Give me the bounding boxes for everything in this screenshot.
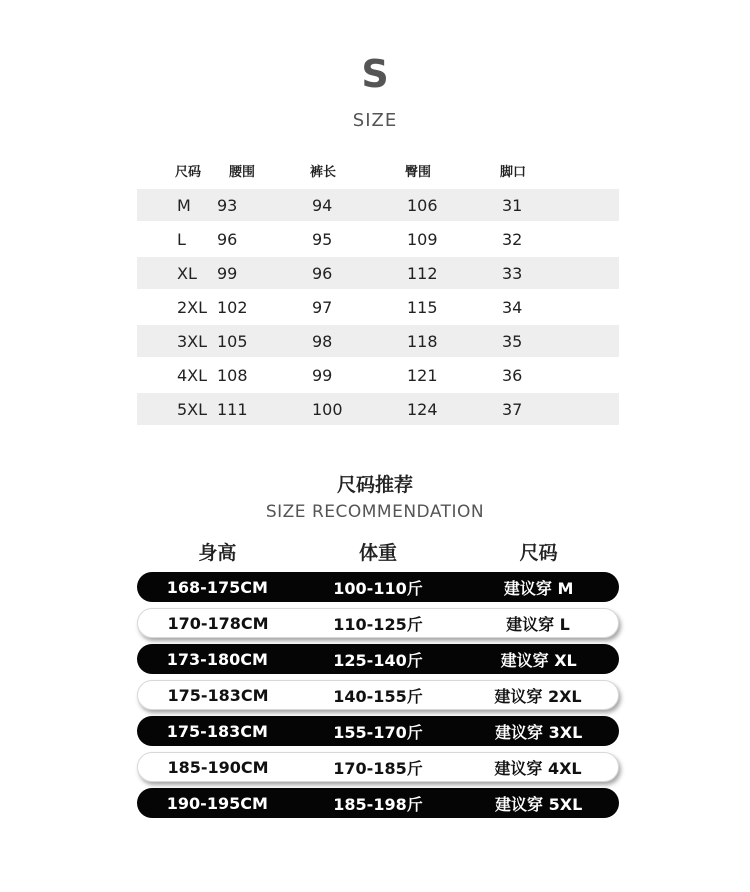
- recommendation-row: [137, 788, 619, 818]
- table-cell: XL: [177, 263, 197, 283]
- table-cell: 4XL: [177, 365, 208, 385]
- size-table-header: [137, 155, 619, 185]
- table-cell: 94: [312, 195, 333, 215]
- table-cell: 108: [217, 365, 248, 385]
- weight-range: 100-110斤: [333, 578, 423, 598]
- table-cell: 99: [217, 263, 238, 283]
- height-range: 168-175CM: [166, 577, 268, 597]
- table-cell: 96: [312, 263, 333, 283]
- height-range: 173-180CM: [166, 649, 268, 669]
- table-cell: 118: [407, 331, 438, 351]
- table-row: [137, 189, 619, 221]
- table-cell: 2XL: [177, 297, 208, 317]
- table-cell: 36: [502, 365, 523, 385]
- recommendation-row: [137, 752, 619, 782]
- table-cell: 100: [312, 399, 343, 419]
- table-cell: 112: [407, 263, 438, 283]
- recommendation-row: [137, 608, 619, 638]
- table-cell: 121: [407, 365, 438, 385]
- recommendation-row: [137, 680, 619, 710]
- table-cell: 95: [312, 229, 333, 249]
- table-row: [137, 291, 619, 323]
- table-cell: 33: [502, 263, 523, 283]
- table-row: [137, 223, 619, 255]
- weight-range: 155-170斤: [333, 722, 423, 742]
- size-table: [137, 155, 619, 427]
- weight-range: 170-185斤: [333, 758, 423, 778]
- recommendation-title: 尺码推荐: [336, 474, 413, 496]
- recommendation-row: [137, 644, 619, 674]
- weight-range: 125-140斤: [333, 650, 423, 670]
- suggested-size: 建议穿 4XL: [494, 758, 582, 778]
- column-header-weight: 体重: [359, 542, 398, 564]
- suggested-size: 建议穿 3XL: [495, 722, 583, 742]
- height-range: 170-178CM: [167, 613, 269, 633]
- table-cell: 34: [502, 297, 523, 317]
- table-row: [137, 359, 619, 391]
- column-header-size: 尺码: [519, 542, 558, 564]
- height-range: 175-183CM: [167, 685, 269, 705]
- table-cell: 93: [217, 195, 238, 215]
- table-cell: M: [177, 195, 191, 215]
- column-header: 臀围: [405, 164, 432, 180]
- table-row: [137, 257, 619, 289]
- suggested-size: 建议穿 M: [503, 578, 574, 598]
- recommendation-header: [137, 538, 619, 565]
- column-header: 腰围: [229, 164, 256, 180]
- recommendation-row: [137, 716, 619, 746]
- table-cell: 102: [217, 297, 248, 317]
- recommendation-list: [137, 572, 619, 824]
- column-header: 尺码: [175, 164, 202, 180]
- weight-range: 110-125斤: [333, 614, 423, 634]
- recommendation-subtitle: SIZE RECOMMENDATION: [265, 502, 485, 522]
- suggested-size: 建议穿 5XL: [495, 794, 583, 814]
- weight-range: 185-198斤: [333, 794, 423, 814]
- size-letter: S: [361, 52, 389, 96]
- table-cell: 109: [407, 229, 438, 249]
- table-cell: 37: [502, 399, 523, 419]
- table-cell: 111: [217, 399, 248, 419]
- column-header-height: 身高: [198, 542, 237, 564]
- size-label: SIZE: [352, 110, 398, 131]
- table-cell: 99: [312, 365, 333, 385]
- recommendation-row: [137, 572, 619, 602]
- table-cell: 105: [217, 331, 248, 351]
- table-cell: 5XL: [177, 399, 208, 419]
- column-header: 脚口: [500, 164, 527, 180]
- height-range: 185-190CM: [167, 757, 269, 777]
- table-cell: 98: [312, 331, 333, 351]
- suggested-size: 建议穿 2XL: [494, 686, 582, 706]
- table-cell: 97: [312, 297, 333, 317]
- column-header: 裤长: [310, 164, 337, 180]
- table-cell: 31: [502, 195, 523, 215]
- table-cell: 35: [502, 331, 523, 351]
- table-cell: L: [177, 229, 186, 249]
- table-row: [137, 393, 619, 425]
- suggested-size: 建议穿 XL: [500, 650, 577, 670]
- weight-range: 140-155斤: [333, 686, 423, 706]
- table-cell: 32: [502, 229, 523, 249]
- height-range: 175-183CM: [166, 721, 268, 741]
- suggested-size: 建议穿 L: [506, 614, 570, 634]
- table-cell: 96: [217, 229, 238, 249]
- height-range: 190-195CM: [166, 793, 268, 813]
- table-cell: 124: [407, 399, 438, 419]
- table-cell: 106: [407, 195, 438, 215]
- table-cell: 3XL: [177, 331, 208, 351]
- table-row: [137, 325, 619, 357]
- table-cell: 115: [407, 297, 438, 317]
